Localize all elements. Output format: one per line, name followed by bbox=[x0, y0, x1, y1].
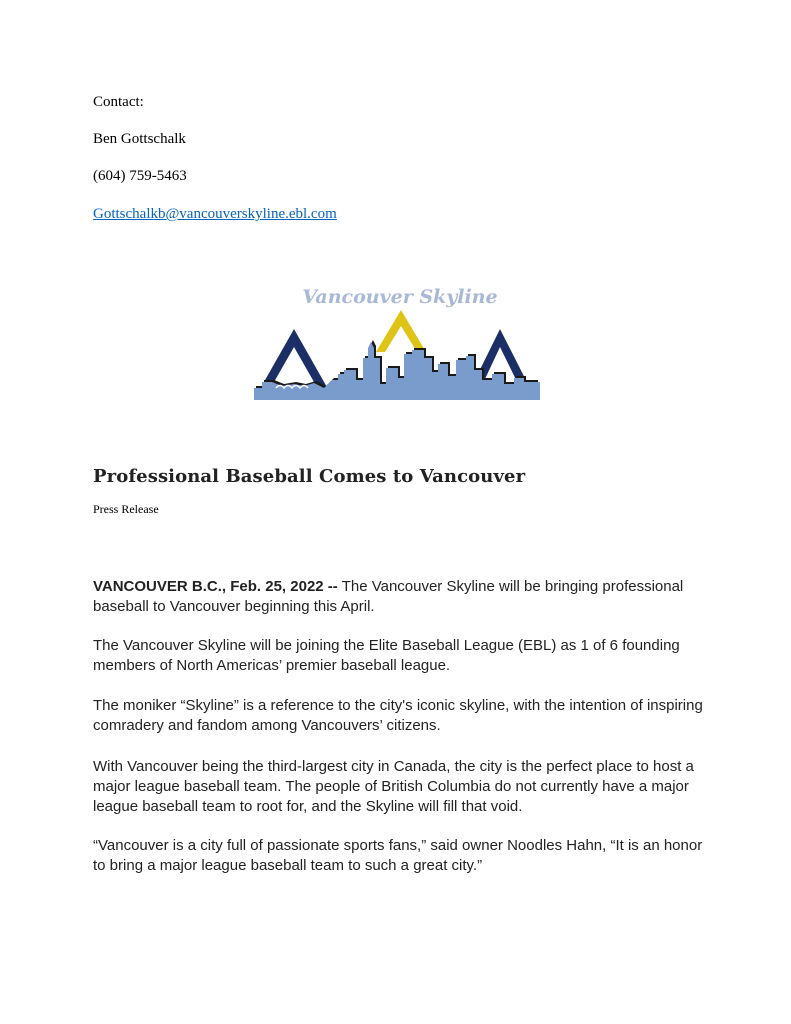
paragraph-3: The moniker “Skyline” is a reference to the city's iconic skyline, with the intention of inspiring comradery and fandom among Vancouvers’ citizens. bbox=[93, 697, 703, 734]
subhead: Press Release bbox=[93, 502, 159, 516]
paragraph-5: “Vancouver is a city full of passionate sports fans,” said owner Noodles Hahn, “It is an honor to bring a major league baseball team to such a great city.” bbox=[93, 837, 703, 874]
paragraph-1-text: The Vancouver Skyline will be bringing professional baseball to Vancouver beginning this April. bbox=[93, 578, 684, 615]
paragraph-4: With Vancouver being the third-largest city in Canada, the city is the perfect place to host a major league baseball team. The people of British Columbia do not currently have a major league baseball team to root for, and the Skyline will fill that void. bbox=[93, 758, 694, 815]
paragraph-1-lead: VANCOUVER B.C., Feb. 25, 2022 -- bbox=[93, 578, 338, 595]
contact-email-link[interactable]: Gottschalkb@vancouverskyline.ebl.com bbox=[93, 206, 337, 222]
contact-label: Contact: bbox=[93, 94, 144, 110]
paragraph-1 bbox=[93, 577, 703, 617]
team-logo bbox=[254, 282, 542, 404]
paragraph-2: The Vancouver Skyline will be joining the Elite Baseball League (EBL) as 1 of 6 founding members of North Americas’ premier baseball league. bbox=[93, 637, 680, 674]
contact-email-line bbox=[93, 206, 337, 223]
logo-gold-peak bbox=[376, 310, 426, 352]
page-title: Professional Baseball Comes to Vancouver bbox=[93, 466, 526, 487]
contact-phone: (604) 759-5463 bbox=[93, 168, 187, 184]
contact-name: Ben Gottschalk bbox=[93, 131, 186, 147]
logo-text: Vancouver Skyline bbox=[302, 286, 498, 308]
